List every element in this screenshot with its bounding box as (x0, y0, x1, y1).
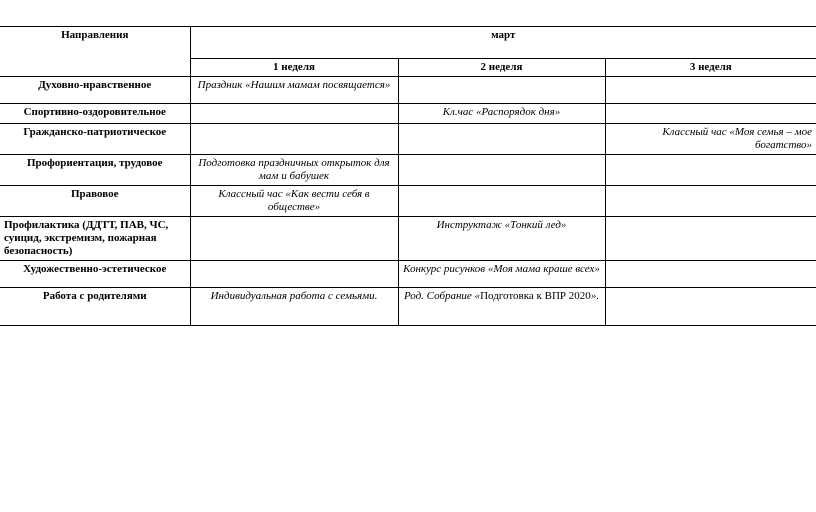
week-3-cell: Классный час «Моя семья – мое богатство» (605, 124, 816, 155)
week-2-cell: Конкурс рисунков «Моя мама краше всех» (398, 261, 605, 288)
week-2-cell (398, 124, 605, 155)
week-3-header: 3 неделя (605, 59, 816, 77)
week-3-cell (605, 186, 816, 217)
week-2-cell (398, 77, 605, 104)
month-header: март (190, 27, 816, 59)
table-row (0, 104, 816, 124)
week-3-cell (605, 155, 816, 186)
direction-cell: Работа с родителями (0, 288, 190, 326)
table-row (0, 186, 816, 217)
week-2-cell (398, 288, 605, 326)
direction-cell: Правовое (0, 186, 190, 217)
table-row (0, 261, 816, 288)
direction-cell: Духовно-нравственное (0, 77, 190, 104)
week-1-cell (190, 104, 398, 124)
week-1-cell (190, 124, 398, 155)
direction-cell: Художественно-эстетическое (0, 261, 190, 288)
week-3-cell (605, 77, 816, 104)
week-1-header: 1 неделя (190, 59, 398, 77)
table-row (0, 124, 816, 155)
week-3-cell (605, 261, 816, 288)
plan-table (0, 26, 816, 326)
week-1-cell (190, 217, 398, 261)
parent-meeting-topic: Подготовка к ВПР 2020 (480, 290, 591, 302)
direction-cell: Профилактика (ДДТТ, ПАВ, ЧС, суицид, экстремизм, пожарная безопасность) (0, 217, 190, 261)
week-1-cell: Индивидуальная работа с семьями. (190, 288, 398, 326)
week-2-cell (398, 155, 605, 186)
week-3-cell (605, 104, 816, 124)
table-row (0, 217, 816, 261)
direction-cell: Профориентация, трудовое (0, 155, 190, 186)
direction-cell: Спортивно-оздоровительное (0, 104, 190, 124)
week-1-cell (190, 261, 398, 288)
direction-cell: Гражданско-патриотическое (0, 124, 190, 155)
week-2-header: 2 неделя (398, 59, 605, 77)
table-row (0, 155, 816, 186)
table-row (0, 77, 816, 104)
week-3-cell (605, 288, 816, 326)
week-2-cell: Кл.час «Распорядок дня» (398, 104, 605, 124)
directions-header: Направления (0, 27, 190, 77)
header-row-month (0, 27, 816, 59)
parent-meeting-suffix: ». (590, 290, 600, 302)
table-row (0, 288, 816, 326)
week-2-cell: Инструктаж «Тонкий лед» (398, 217, 605, 261)
parent-meeting-prefix: Род. Собрание « (403, 290, 481, 302)
week-1-cell: Праздник «Нашим мамам посвящается» (190, 77, 398, 104)
week-3-cell (605, 217, 816, 261)
week-1-cell: Подготовка праздничных открыток для мам и бабушек (190, 155, 398, 186)
week-2-cell (398, 186, 605, 217)
week-1-cell: Классный час «Как вести себя в обществе» (190, 186, 398, 217)
